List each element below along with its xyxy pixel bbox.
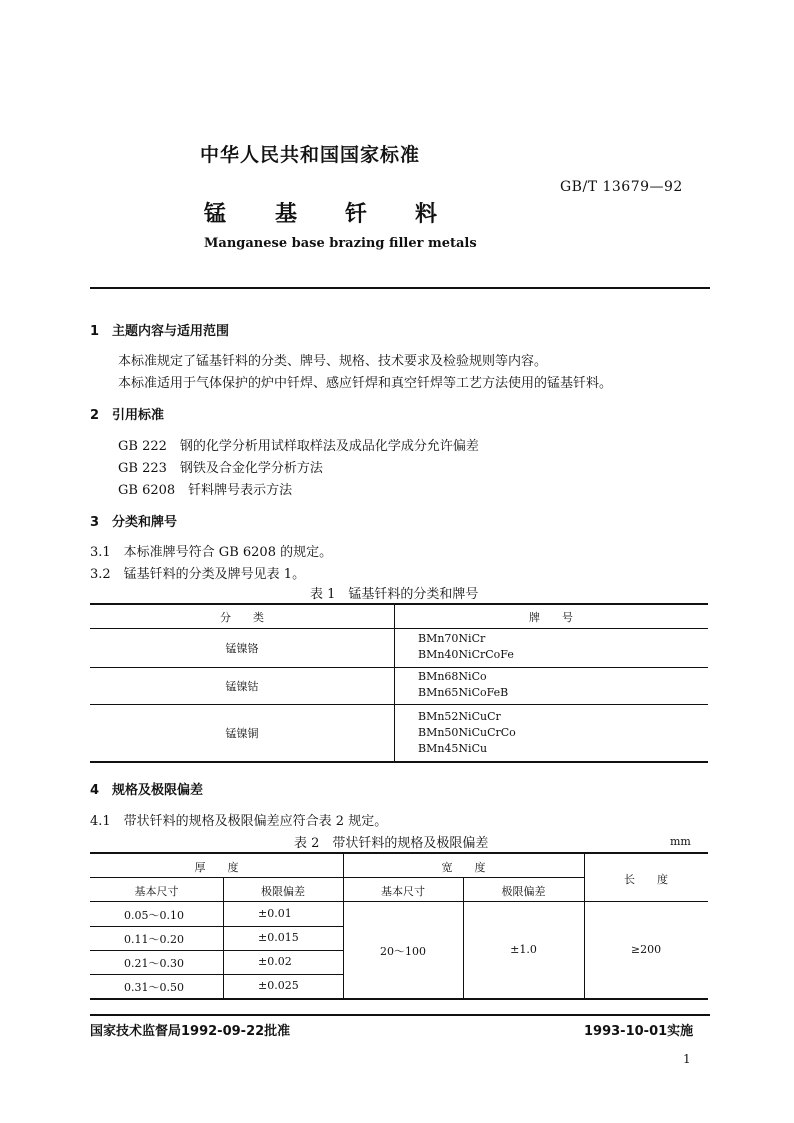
table-1-grade-cell: BMn45NiCu: [418, 742, 488, 755]
table-1-category-cell: 锰镍铬: [225, 642, 259, 655]
standard-org: 中华人民共和国国家标准: [200, 144, 421, 166]
table-2-top-rule: [90, 852, 708, 854]
title-char-1: 锰: [204, 202, 227, 227]
table-2-size-cell: 0.11～0.20: [124, 933, 184, 946]
table-1-grade-cell: BMn40NiCrCoFe: [418, 648, 514, 661]
standard-code: GB/T 13679—92: [560, 179, 683, 195]
reference-item: GB 223 钢铁及合金化学分析方法: [118, 461, 323, 476]
table-2-size-cell: 0.21～0.30: [124, 957, 184, 970]
table-2-header-tolerance: 极限偏差: [501, 885, 546, 898]
footer-rule: [90, 1014, 710, 1016]
header-rule: [90, 287, 710, 289]
table-2-header-length: 长 度: [624, 873, 668, 886]
table-2-size-cell: 0.05～0.10: [124, 909, 184, 922]
table-2-header-thickness: 厚 度: [194, 861, 239, 874]
clause-3-2: 3.2 锰基钎料的分类及牌号见表 1。: [90, 567, 306, 582]
table-2-header-rule: [90, 901, 708, 902]
table-1-caption: 表 1 锰基钎料的分类和牌号: [310, 587, 479, 602]
effective-date: 1993-10-01实施: [584, 1024, 694, 1039]
title-char-2: 基: [275, 202, 298, 227]
table-2-header-basic-size: 基本尺寸: [134, 885, 179, 898]
section-2-heading: 2 引用标准: [90, 408, 165, 423]
page-number: 1: [683, 1052, 691, 1066]
table-2-header-basic-size: 基本尺寸: [381, 885, 425, 898]
table-1-grade-cell: BMn65NiCoFeB: [418, 686, 509, 699]
table-1-grade-cell: BMn70NiCr: [418, 632, 486, 645]
table-2-caption: 表 2 带状钎料的规格及极限偏差: [294, 836, 489, 851]
table-2-tolerance-cell: ±0.015: [258, 931, 299, 944]
table-1-header-rule: [90, 628, 708, 629]
table-2-row-rule: [90, 974, 343, 975]
table-1-bottom-rule: [90, 761, 708, 763]
table-2-size-cell: 0.31～0.50: [124, 981, 184, 994]
section-1-paragraph-2: 本标准适用于气体保护的炉中钎焊、感应钎焊和真空钎焊等工艺方法使用的锰基钎料。: [118, 376, 613, 391]
title-english: Manganese base brazing filler metals: [204, 236, 477, 251]
title-char-4: 料: [415, 202, 438, 227]
clause-3-1: 3.1 本标准牌号符合 GB 6208 的规定。: [90, 545, 333, 560]
title-char-3: 钎: [345, 202, 368, 227]
table-2-row-rule: [90, 926, 343, 927]
table-2-length-cell: ≥200: [630, 943, 662, 956]
table-1-grade-cell: BMn50NiCuCrCo: [418, 726, 516, 739]
table-2-tolerance-cell: ±0.025: [258, 979, 299, 992]
section-1-paragraph-1: 本标准规定了锰基钎料的分类、牌号、规格、技术要求及检验规则等内容。: [118, 354, 548, 369]
table-1-header-category: 分 类: [220, 611, 264, 624]
table-1-category-cell: 锰镍铜: [225, 727, 259, 740]
table-1-category-cell: 锰镍钴: [225, 680, 259, 693]
table-2-header-tolerance: 极限偏差: [261, 885, 305, 898]
clause-4-1: 4.1 带状钎料的规格及极限偏差应符合表 2 规定。: [90, 814, 388, 829]
section-4-heading: 4 规格及极限偏差: [90, 783, 204, 798]
reference-item: GB 222 钢的化学分析用试样取样法及成品化学成分允许偏差: [118, 439, 479, 454]
table-1-column-divider: [394, 604, 395, 762]
table-2-subheader-rule: [90, 877, 584, 878]
table-2-row-rule: [90, 950, 343, 951]
approval-line: 国家技术监督局1992-09-22批准: [90, 1024, 291, 1039]
table-2-width-tolerance-cell: ±1.0: [510, 943, 537, 956]
table-2-header-width: 宽 度: [441, 861, 486, 874]
table-2-tolerance-cell: ±0.02: [258, 955, 292, 968]
table-1-top-rule: [90, 603, 708, 605]
table-1-grade-cell: BMn52NiCuCr: [418, 710, 501, 723]
table-1-header-grade: 牌 号: [529, 611, 573, 624]
table-2-bottom-rule: [90, 998, 708, 1000]
table-1-row-rule: [90, 704, 708, 705]
section-1-heading: 1 主题内容与适用范围: [90, 324, 230, 339]
section-3-heading: 3 分类和牌号: [90, 515, 178, 530]
table-2-unit: mm: [670, 835, 691, 848]
reference-item: GB 6208 钎料牌号表示方法: [118, 483, 293, 498]
table-2-tolerance-cell: ±0.01: [258, 907, 292, 920]
table-1-row-rule: [90, 667, 708, 668]
table-1-grade-cell: BMn68NiCo: [418, 670, 487, 683]
table-2-width-size-cell: 20～100: [380, 945, 426, 958]
